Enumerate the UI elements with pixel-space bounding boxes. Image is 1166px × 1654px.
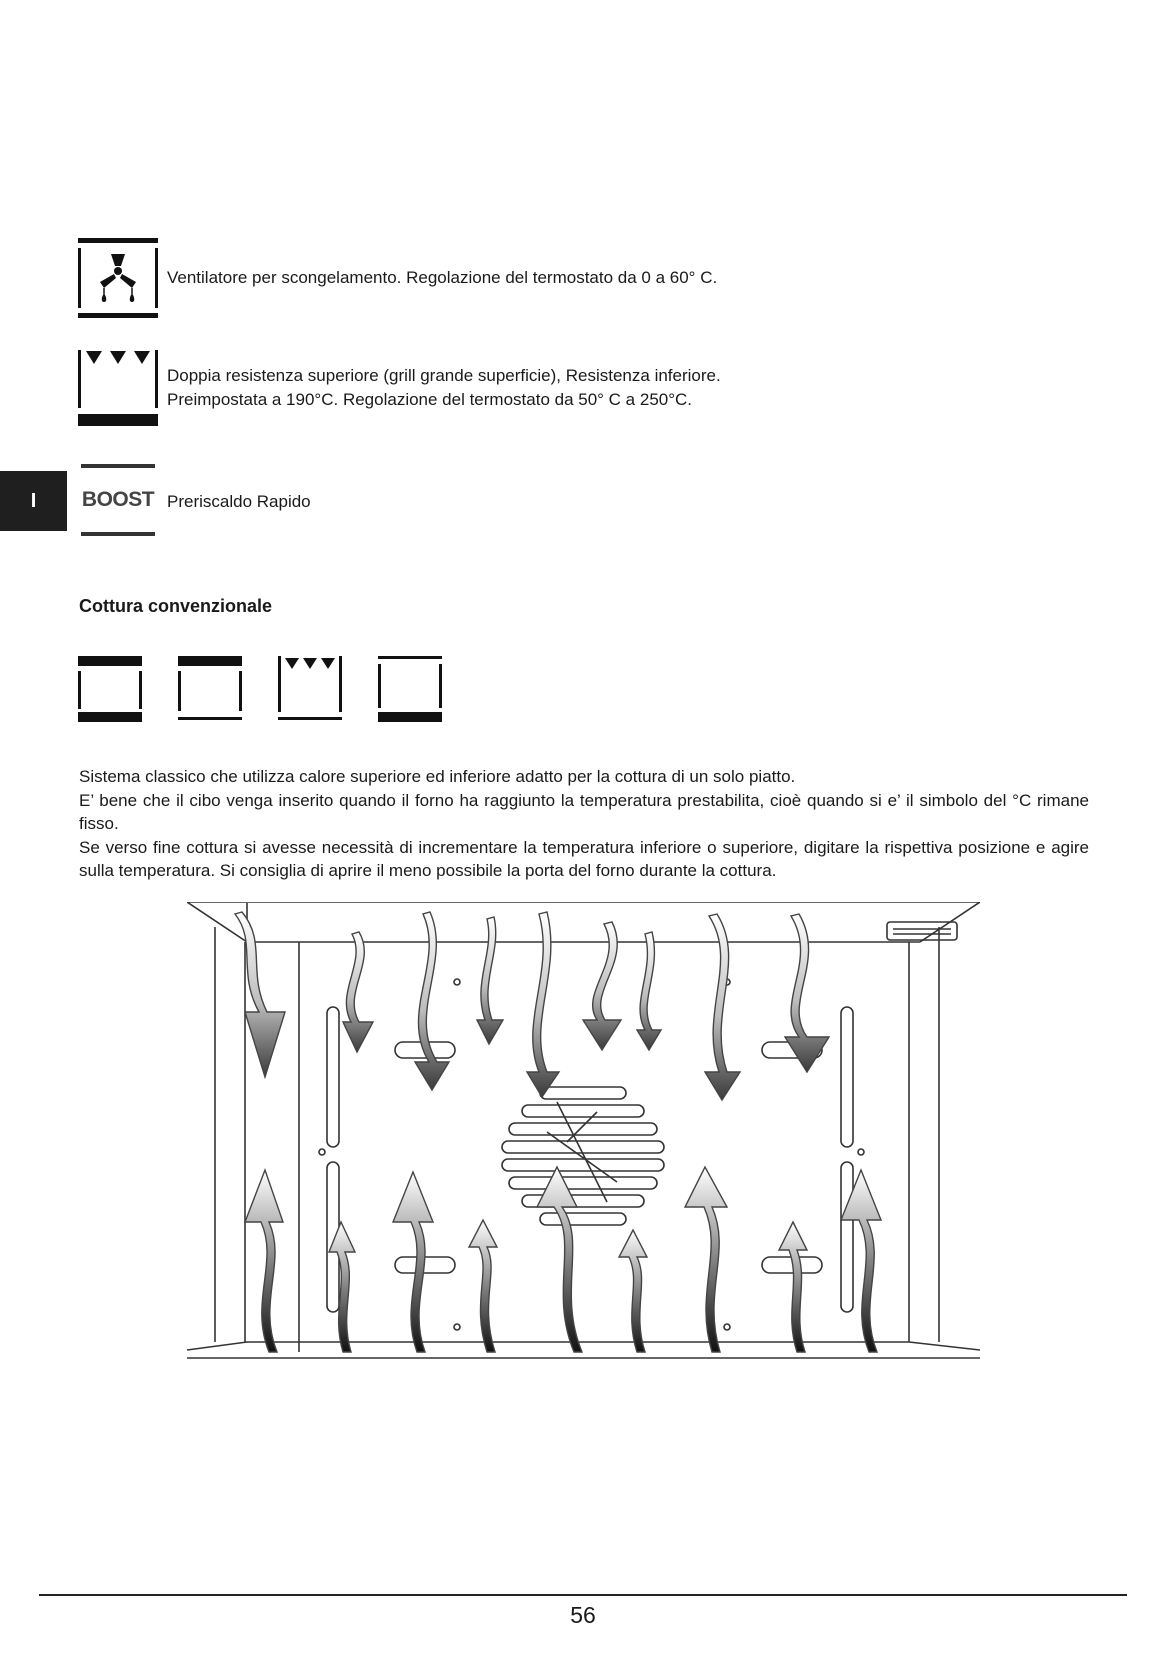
mode-text-line: Preriscaldo Rapido (167, 492, 311, 511)
boost-icon (78, 462, 158, 542)
description-text (79, 765, 1089, 883)
paragraph: E’ bene che il cibo venga inserito quando il forno ha raggiunto la temperatura prestabilita, cioè quando si e’ il simbolo del °C rimane fisso. (79, 790, 1089, 833)
paragraph: Sistema classico che utilizza calore superiore ed inferiore adatto per la cottura di un solo piatto. (79, 767, 796, 786)
mode-row-defrost (78, 238, 717, 318)
grill-icon (278, 656, 342, 722)
double-top-bottom-heat-icon (78, 348, 158, 428)
top-heat-icon (178, 656, 242, 722)
paragraph: Se verso fine cottura si avesse necessità di incrementare la temperatura inferiore o superiore, digitare la rispettiva posizione e agire sulla temperatura. Si consiglia di aprire il meno possibile la porta del forno durante la cottura. (79, 837, 1089, 880)
oven-heat-flow-illustration (187, 902, 980, 1360)
page-number: 56 (570, 1602, 596, 1628)
top-bottom-heat-icon (78, 656, 142, 722)
language-tab-label: I (30, 489, 37, 512)
mode-description-double-top-bottom (167, 364, 721, 412)
footer-rule (39, 1594, 1127, 1596)
section-title: Cottura convenzionale (79, 596, 273, 616)
mode-row-double-top-bottom (78, 348, 721, 428)
mode-description-defrost (167, 266, 717, 290)
boost-icon-label: BOOST (81, 488, 155, 511)
bottom-heat-icon (378, 656, 442, 722)
mode-row-boost (78, 462, 311, 542)
mode-text-line: Doppia resistenza superiore (grill grande superficie), Resistenza inferiore. (167, 366, 721, 385)
mode-text-line: Preimpostata a 190°C. Regolazione del termostato da 50° C a 250°C. (167, 390, 693, 409)
conventional-cooking-icons (78, 656, 442, 722)
mode-description-boost (167, 490, 311, 514)
mode-text-line: Ventilatore per scongelamento. Regolazione del termostato da 0 a 60° C. (167, 268, 718, 287)
defrost-fan-icon (78, 238, 158, 318)
language-tab (0, 471, 67, 531)
